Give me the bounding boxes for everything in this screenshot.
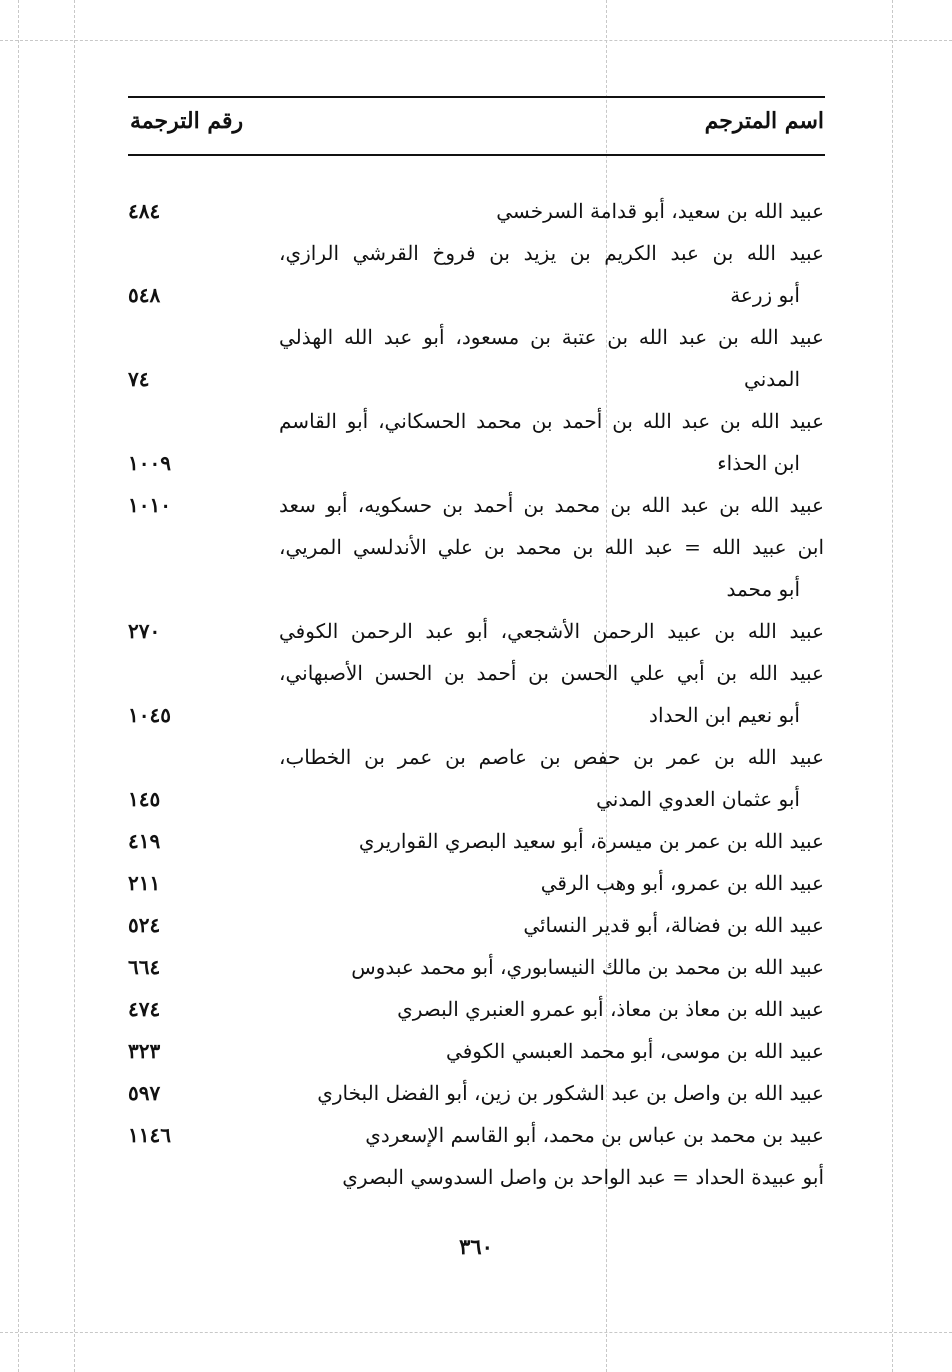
entry-line: عبيد الله بن عمر بن ميسرة، أبو سعيد البصري القواريري: [358, 829, 824, 853]
column-header-name: اسم المترجم: [704, 108, 824, 134]
entry-line: أبو محمد: [726, 577, 800, 601]
entry-number: ٣٢٣: [128, 1039, 161, 1063]
entry-number: ١٠٠٩: [128, 451, 171, 475]
entry-number: ١٤٥: [128, 787, 161, 811]
entry-line: أبو نعيم ابن الحداد: [649, 703, 800, 727]
entry-number: ٢١١: [128, 871, 161, 895]
entry-number: ٢٧٠: [128, 619, 161, 643]
entry-line: المدني: [744, 367, 800, 391]
entry-line: عبيد بن محمد بن عباس بن محمد، أبو القاسم الإسعردي: [365, 1123, 824, 1147]
entry-number: ٤١٩: [128, 829, 161, 853]
entry-line: عبيد الله بن موسى، أبو محمد العبسي الكوفي: [446, 1039, 824, 1063]
entry-line: ابن الحذاء: [717, 451, 800, 475]
entry-line: عبيد الله بن أبي علي الحسن بن أحمد بن الحسن الأصبهاني،: [279, 661, 824, 685]
entry-line: عبيد الله بن فضالة، أبو قدير النسائي: [523, 913, 824, 937]
entry-line: عبيد الله بن عبد الله بن محمد بن أحمد بن حسكويه، أبو سعد: [279, 493, 824, 517]
entry-line: عبيد الله بن عبد الكريم بن يزيد بن فروخ القرشي الرازي،: [279, 241, 824, 265]
entry-number: ٥٩٧: [128, 1081, 161, 1105]
page-number: ٣٦٠: [459, 1234, 493, 1259]
guide-line: [18, 0, 19, 1372]
guide-line: [892, 0, 893, 1372]
entry-number: ٤٧٤: [128, 997, 161, 1021]
top-rule: [128, 96, 825, 98]
entry-line: عبيد الله بن عمر بن حفص بن عاصم بن عمر بن الخطاب،: [279, 745, 824, 769]
entry-line: أبو عبيدة الحداد = عبد الواحد بن واصل السدوسي البصري: [342, 1165, 824, 1189]
column-header-number: رقم الترجمة: [130, 108, 244, 134]
guide-line: [0, 40, 952, 41]
entry-line: أبو عثمان العدوي المدني: [596, 787, 800, 811]
entry-number: ٦٦٤: [128, 955, 161, 979]
entry-number: ١١٤٦: [128, 1123, 171, 1147]
entry-line: عبيد الله بن محمد بن مالك النيسابوري، أبو محمد عبدوس: [351, 955, 824, 979]
entry-line: عبيد الله بن عبد الله بن أحمد بن محمد الحسكاني، أبو القاسم: [279, 409, 824, 433]
entry-line: ابن عبيد الله = عبد الله بن محمد بن علي الأندلسي المريي،: [279, 535, 824, 559]
entry-line: عبيد الله بن سعيد، أبو قدامة السرخسي: [496, 199, 824, 223]
header-rule: [128, 154, 825, 156]
entry-line: عبيد الله بن عبيد الرحمن الأشجعي، أبو عبد الرحمن الكوفي: [279, 619, 824, 643]
entry-line: عبيد الله بن معاذ بن معاذ، أبو عمرو العنبري البصري: [397, 997, 824, 1021]
entry-line: عبيد الله بن عبد الله بن عتبة بن مسعود، أبو عبد الله الهذلي: [279, 325, 824, 349]
entry-number: ٥٤٨: [128, 283, 161, 307]
entry-number: ١٠١٠: [128, 493, 171, 517]
entry-line: أبو زرعة: [730, 283, 800, 307]
entry-line: عبيد الله بن واصل بن عبد الشكور بن زين، أبو الفضل البخاري: [317, 1081, 824, 1105]
entry-line: عبيد الله بن عمرو، أبو وهب الرقي: [540, 871, 824, 895]
entry-number: ٧٤: [128, 367, 150, 391]
entry-number: ٤٨٤: [128, 199, 161, 223]
entry-number: ٥٢٤: [128, 913, 161, 937]
entry-number: ١٠٤٥: [128, 703, 171, 727]
guide-line: [74, 0, 75, 1372]
guide-line: [0, 1332, 952, 1333]
